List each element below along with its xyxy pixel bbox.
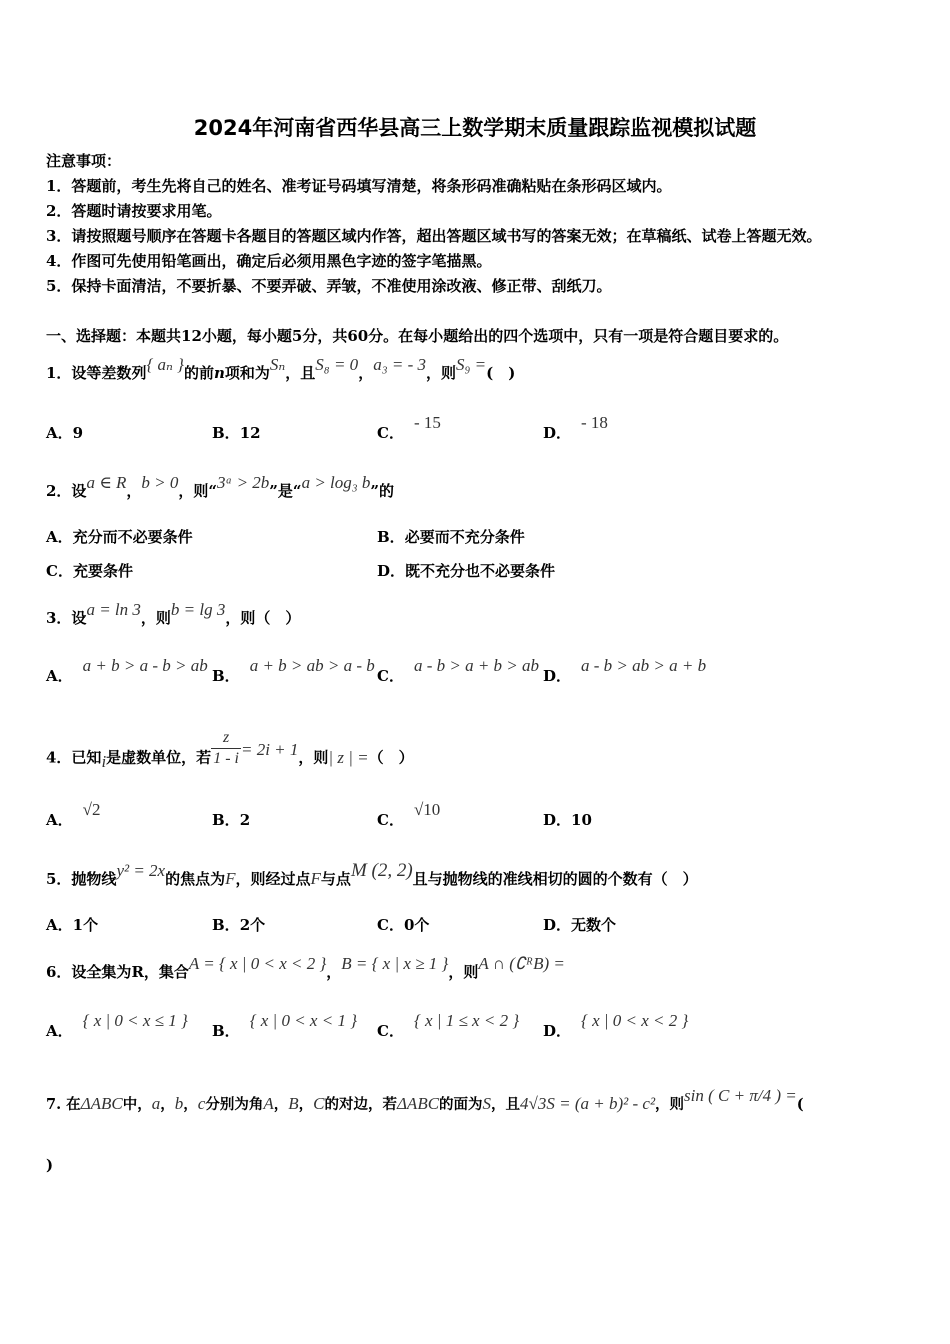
text-q2-opts-0-k: A． (46, 528, 73, 546)
q6-option-c[interactable] (377, 1011, 520, 1041)
text-q2-a: 2．设 (46, 482, 87, 500)
text-q7-m9: S (482, 1094, 492, 1113)
text-q3-m2: b = lg 3 (170, 600, 226, 619)
q2-option-b[interactable] (377, 527, 525, 547)
text-q4-m3: | z | = (328, 747, 369, 767)
text-q1-opts-0-v: 9 (72, 424, 84, 442)
text-q7-m6: B (288, 1094, 299, 1113)
question-1 (46, 355, 516, 383)
text-q6-b: ， (326, 963, 342, 981)
question-2 (46, 473, 395, 501)
notice-item-4: 4．作图可先使用铅笔画出，确定后必须用黑色字迹的签字笔描黑。 (46, 252, 492, 270)
text-q7-m1: ΔABC (80, 1094, 123, 1113)
text-q6-a: 6．设全集为R，集合 (46, 963, 189, 981)
text-q5-d: 与点 (320, 870, 351, 888)
text-q1-opts-2-k: C． (377, 424, 404, 442)
text-q4-opts-3-k: D． (543, 811, 572, 829)
text-q3-a: 3．设 (46, 609, 87, 627)
text-q7-c: ， (160, 1096, 175, 1113)
text-q1-d: ，且 (285, 364, 316, 382)
question-6 (46, 954, 565, 982)
q5-option-d[interactable] (543, 915, 616, 935)
text-q6-opts-1-k: B． (212, 1022, 240, 1040)
text-q1-opts-3-v: - 18 (581, 413, 608, 432)
q3-option-d[interactable] (543, 656, 707, 686)
text-q6-c: ，则 (448, 963, 479, 981)
q2-option-c[interactable] (46, 561, 133, 581)
text-q4-opts-1-k: B． (212, 811, 240, 829)
text-q3-opts-1-v: a + b > ab > a - b (249, 656, 375, 675)
q5-option-b[interactable] (212, 915, 265, 935)
text-q3-m1: a = ln 3 (86, 600, 141, 619)
q4-option-a[interactable] (46, 800, 101, 830)
text-q7-f: ， (273, 1096, 289, 1113)
text-q2-opts-2-v: 充要条件 (72, 562, 133, 580)
q4-option-c[interactable] (377, 800, 441, 830)
q5-option-c[interactable] (377, 915, 429, 935)
text-q7-h: 的对边，若 (324, 1096, 397, 1113)
question-7 (46, 1086, 804, 1115)
text-q7-m11: sin ( C + π/4 ) = (684, 1086, 797, 1105)
text-q4-m1: i (101, 751, 107, 771)
text-q3-opts-3-v: a - b > ab > a + b (581, 656, 707, 675)
text-q4-opts-2-v: √10 (413, 800, 441, 819)
text-q1-m2: Sₙ (269, 355, 286, 374)
text-q1-m5: S₉ = (456, 355, 487, 374)
text-q1-m3: S₈ = 0 (315, 355, 359, 374)
text-q6-opts-3-k: D． (543, 1022, 572, 1040)
text-q7-m3: b (174, 1094, 184, 1113)
text-q1-e: ， (358, 364, 374, 382)
text-q4-num: z (211, 728, 241, 749)
text-q6-opts-1-v: { x | 0 < x < 1 } (249, 1011, 357, 1030)
q3-option-b[interactable] (212, 656, 375, 686)
q1-option-d[interactable] (543, 413, 608, 443)
text-q2-opts-3-k: D． (377, 562, 406, 580)
text-q5-m2: F (225, 869, 236, 888)
text-q4-opts-1-v: 2 (239, 811, 251, 829)
text-q4-opts-2-k: C． (377, 811, 404, 829)
text-q7-l: ( (796, 1096, 804, 1113)
text-q3-opts-0-v: a + b > a - b > ab (82, 656, 208, 675)
text-q4-opts-0-k: A． (46, 811, 73, 829)
text-q2-opts-0-v: 充分而不必要条件 (72, 528, 193, 546)
text-q6-opts-0-v: { x | 0 < x ≤ 1 } (82, 1011, 188, 1030)
text-q3-opts-0-k: A． (46, 667, 73, 685)
text-q3-c: ，则（ ） (225, 609, 301, 627)
q5-option-a[interactable] (46, 915, 98, 935)
q2-option-d[interactable] (377, 561, 555, 581)
text-q5-a: 5．抛物线 (46, 870, 117, 888)
question-7-close: ) (46, 1156, 54, 1174)
text-q5-opts-3-k: D． (543, 916, 572, 934)
text-q6-m3: A ∩ (∁ᴿB) = (478, 954, 565, 973)
text-q1-opts-3-k: D． (543, 424, 572, 442)
text-q6-opts-2-k: C． (377, 1022, 404, 1040)
text-q2-c: ，则“ (178, 482, 218, 500)
notice-item-3: 3．请按照题号顺序在答题卡各题目的答题区域内作答，超出答题区域书写的答案无效；在草稿纸、试卷上答题无效。 (46, 227, 822, 245)
text-q1-m1: { aₙ } (146, 355, 184, 374)
q4-option-d[interactable] (543, 810, 592, 830)
text-q2-opts-1-k: B． (377, 528, 405, 546)
text-q5-e: 且与抛物线的准线相切的圆的个数有（ ） (412, 870, 698, 888)
text-q1-g: ( ) (486, 364, 516, 382)
q3-option-a[interactable] (46, 656, 208, 686)
fraction (211, 728, 241, 769)
text-q5-opts-1-v: 2个 (239, 916, 266, 934)
notice-item-5: 5．保持卡面清洁，不要折暴、不要弄破、弄皱，不准使用涂改液、修正带、刮纸刀。 (46, 277, 612, 295)
text-q1-opts-0-k: A． (46, 424, 73, 442)
text-q2-m4: a > log₃ b (301, 473, 371, 492)
text-q1-b: 的前 (183, 364, 214, 382)
text-q4-den: 1 - i (213, 750, 239, 767)
question-4 (46, 729, 414, 779)
text-q2-opts-1-v: 必要而不充分条件 (404, 528, 525, 546)
text-q4-b: 是虚数单位，若 (106, 748, 212, 767)
text-q7-k: ，则 (655, 1096, 685, 1113)
q1-option-c[interactable] (377, 413, 441, 443)
text-q3-opts-2-k: C． (377, 667, 404, 685)
text-q5-opts-3-v: 无数个 (571, 916, 617, 934)
text-q7-m5: A (263, 1094, 274, 1113)
text-q3-b: ，则 (140, 609, 171, 627)
q6-option-a[interactable] (46, 1011, 188, 1041)
q6-option-b[interactable] (212, 1011, 357, 1041)
text-q5-c: ，则经过点 (235, 870, 311, 888)
text-q6-opts-3-v: { x | 0 < x < 2 } (581, 1011, 689, 1030)
text-q2-e: ”的 (370, 482, 395, 500)
text-q4-opts-0-v: √2 (82, 800, 101, 819)
text-q7-j: ，且 (491, 1096, 521, 1113)
text-q1-c: 项和为 (224, 364, 270, 382)
text-q7-d: ， (183, 1096, 198, 1113)
text-q1-m4: a₃ = - 3 (373, 355, 426, 374)
text-q7-m7: C (313, 1094, 325, 1113)
q1-option-a[interactable] (46, 423, 83, 443)
text-q5-opts-0-v: 1个 (72, 916, 99, 934)
text-q4-m2: = 2i + 1 (240, 739, 299, 759)
text-q7-b: 中， (122, 1096, 152, 1113)
text-q5-opts-2-k: C． (377, 916, 404, 934)
text-q4-c: ，则 (298, 748, 329, 767)
text-q7-m8: ΔABC (396, 1094, 440, 1113)
text-q7-m10: 4√3S = (a + b)² - c² (520, 1094, 656, 1113)
question-5 (46, 860, 698, 889)
text-q1-f: ，则 (426, 364, 457, 382)
text-q2-d: ”是“ (269, 482, 302, 500)
text-q2-b: ， (126, 482, 142, 500)
text-q2-opts-2-k: C． (46, 562, 73, 580)
text-q5-opts-0-k: A． (46, 916, 73, 934)
q1-option-b[interactable] (212, 423, 261, 443)
text-q6-m1: A = { x | 0 < x < 2 } (188, 954, 327, 973)
text-q3-opts-1-k: B． (212, 667, 240, 685)
q6-option-d[interactable] (543, 1011, 689, 1041)
text-q4-a: 4．已知 (46, 748, 102, 767)
text-q5-opts-2-v: 0个 (403, 916, 430, 934)
text-q3-opts-2-v: a - b > a + b > ab (413, 656, 540, 675)
notice-item-2: 2．答题时请按要求用笔。 (46, 202, 222, 220)
text-q1-n: n (213, 364, 225, 382)
text-q6-m2: B = { x | x ≥ 1 } (341, 954, 449, 973)
text-q7-m2: a (151, 1094, 161, 1113)
text-q2-opts-3-v: 既不充分也不必要条件 (405, 562, 556, 580)
text-q1-opts-1-k: B． (212, 424, 240, 442)
q3-option-c[interactable] (377, 656, 540, 686)
text-q7-e: 分别为角 (205, 1096, 264, 1113)
text-q6-opts-0-k: A． (46, 1022, 73, 1040)
q4-option-b[interactable] (212, 810, 250, 830)
text-q7-g: ， (298, 1096, 314, 1113)
text-q2-m1: a ∈ R (86, 473, 127, 492)
section-heading: 一、选择题：本题共12小题，每小题5分，共60分。在每小题给出的四个选项中，只有一项是符合题目要求的。 (46, 327, 789, 345)
question-3 (46, 600, 301, 628)
page-title: 2024年河南省西华县高三上数学期末质量跟踪监视模拟试题 (193, 116, 757, 140)
text-q4-d: （ ） (368, 748, 414, 767)
text-q6-opts-2-v: { x | 1 ≤ x < 2 } (413, 1011, 520, 1030)
text-q7-a: 7. 在 (46, 1096, 81, 1113)
notice-heading: 注意事项： (46, 152, 122, 170)
text-q1-opts-1-v: 12 (239, 424, 261, 442)
text-q2-m2: b > 0 (141, 473, 179, 492)
q2-option-a[interactable] (46, 527, 193, 547)
text-q7-m4: c (197, 1094, 206, 1113)
text-q5-m1: y² = 2x (116, 861, 166, 880)
text-q5-b: 的焦点为 (165, 870, 226, 888)
text-q1-a: 1．设等差数列 (46, 364, 147, 382)
text-q1-opts-2-v: - 15 (413, 413, 441, 432)
text-q5-opts-1-k: B． (212, 916, 240, 934)
notice-item-1: 1．答题前，考生先将自己的姓名、准考证号码填写清楚，将条形码准确粘贴在条形码区域内。 (46, 177, 672, 195)
text-q3-opts-3-k: D． (543, 667, 572, 685)
text-q7-i: 的面为 (439, 1096, 483, 1113)
text-q2-m3: 3ᵃ > 2b (217, 473, 270, 492)
text-q5-m3: F (310, 869, 321, 888)
text-q4-opts-3-v: 10 (571, 811, 592, 829)
text-q5-m4: M (2, 2) (350, 860, 413, 881)
